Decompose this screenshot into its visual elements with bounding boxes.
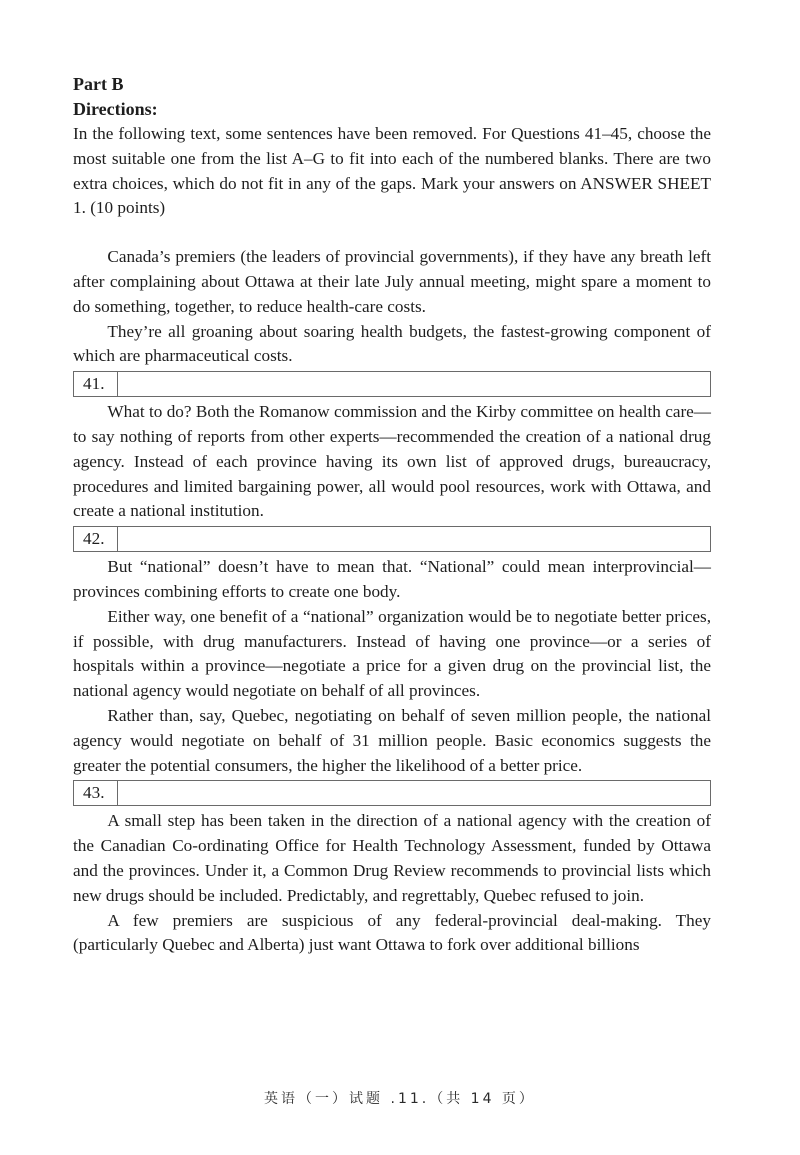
paragraph-3: What to do? Both the Romanow commission and the Kirby committee on health care—to say nothing of reports from other experts—recommended the creation of a national drug agency. Instead of each province having its own list of approved drugs, bureaucracy, procedures and limited bargaining power, all would pool resources, work with Ottawa, and create a national institution. — [73, 402, 711, 521]
paragraph-8: A few premiers are suspicious of any federal-provincial deal-making. They (particularly Quebec and Alberta) just want Ottawa to fork over additional billions — [73, 910, 711, 955]
gap-number: 41. — [74, 372, 118, 396]
paragraph-4: But “national” doesn’t have to mean that. “National” could mean interprovincial—provinces combining efforts to create one body. — [73, 557, 711, 601]
directions-label: Directions: — [73, 99, 158, 119]
page-footer: 英语（一）试题 .11.（共 14 页） — [264, 1091, 536, 1107]
paragraph-5: Either way, one benefit of a “national” organization would be to negotiate better prices, if possible, with drug manufacturers. Instead of having one province—or a series of hospitals within a province—negotiate a price for a given drug on the provincial list, the national agency would negotiate on behalf of all provinces. — [73, 606, 711, 701]
answer-gap-41 — [73, 371, 711, 397]
section-title: Part B — [73, 74, 124, 94]
gap-number: 42. — [74, 527, 118, 551]
directions-text: In the following text, some sentences have been removed. For Questions 41–45, choose the most suitable one from the list A–G to fit into each of the numbered blanks. There are two extra choices, which do not fit in any of the gaps. Mark your answers on ANSWER SHEET 1. (10 points) — [73, 124, 711, 218]
gap-blank — [118, 527, 710, 551]
gap-blank — [118, 781, 710, 805]
gap-number: 43. — [74, 781, 118, 805]
paragraph-6: Rather than, say, Quebec, negotiating on behalf of seven million people, the national agency would negotiate on behalf of 31 million people. Basic economics suggests the greater the potential consumers, the higher the likelihood of a better price. — [73, 705, 711, 775]
paragraph-1: Canada’s premiers (the leaders of provincial governments), if they have any breath left after complaining about Ottawa at their late July annual meeting, might spare a moment to do something, together, to reduce health-care costs. — [73, 247, 711, 316]
answer-gap-43 — [73, 780, 711, 806]
exam-page — [73, 72, 711, 958]
paragraph-7: A small step has been taken in the direction of a national agency with the creation of the Canadian Co-ordinating Office for Health Technology Assessment, funded by Ottawa and the provinces. Under it, a Common Drug Review recommends to provincial lists which new drugs should be included. Predictably, and regrettably, Quebec refused to join. — [73, 811, 711, 905]
paragraph-2: They’re all groaning about soaring health budgets, the fastest-growing component of which are pharmaceutical costs. — [73, 321, 711, 366]
gap-blank — [118, 372, 710, 396]
answer-gap-42 — [73, 526, 711, 552]
